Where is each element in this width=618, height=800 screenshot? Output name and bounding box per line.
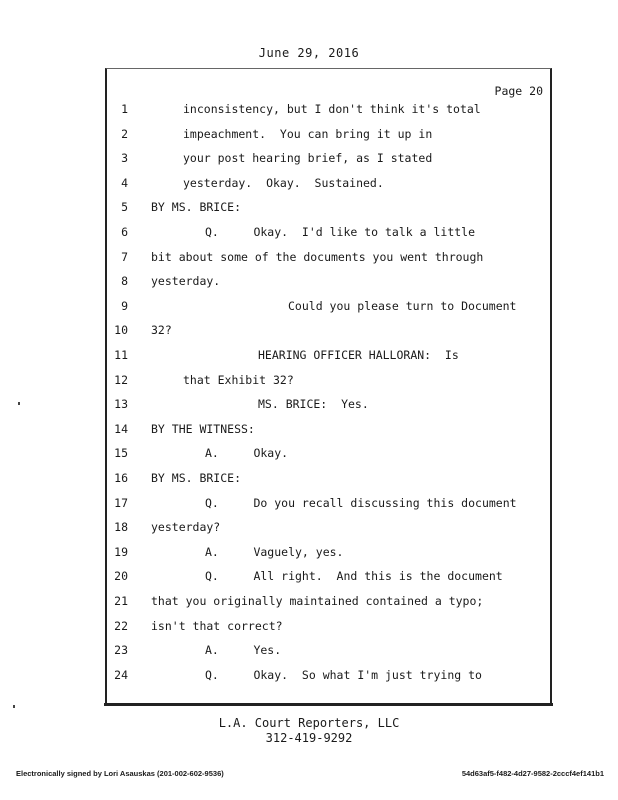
line-text: that Exhibit 32? bbox=[183, 372, 294, 387]
line-text: yesterday. Okay. Sustained. bbox=[183, 175, 384, 190]
transcript-line bbox=[0, 176, 618, 196]
line-text: Q. Okay. So what I'm just trying to bbox=[205, 667, 482, 682]
transcript-line bbox=[0, 422, 618, 442]
transcript-line bbox=[0, 668, 618, 688]
line-text: yesterday? bbox=[151, 520, 221, 535]
line-text: Could you please turn to Document bbox=[288, 298, 517, 313]
transcript-line bbox=[0, 373, 618, 393]
line-text: 32? bbox=[151, 323, 172, 338]
line-text: Q. Do you recall discussing this document bbox=[205, 495, 517, 510]
line-text: impeachment. You can bring it up in bbox=[183, 126, 433, 141]
line-number: 11 bbox=[114, 348, 128, 362]
line-number: 22 bbox=[114, 618, 128, 633]
line-text: HEARING OFFICER HALLORAN: Is bbox=[258, 348, 459, 362]
line-number: 7 bbox=[121, 249, 128, 264]
page-number: Page 20 bbox=[494, 84, 543, 98]
transcript-line bbox=[0, 299, 618, 319]
line-text: that you originally maintained contained a typo; bbox=[151, 594, 484, 608]
transcript-line bbox=[0, 496, 618, 516]
transcript-line bbox=[0, 619, 618, 639]
line-text: BY MS. BRICE: bbox=[151, 200, 242, 215]
line-number: 15 bbox=[114, 446, 128, 461]
line-number: 13 bbox=[114, 397, 128, 412]
line-number: 1 bbox=[121, 102, 128, 116]
transcript-line bbox=[0, 323, 618, 343]
line-number: 12 bbox=[114, 372, 128, 387]
scan-speck bbox=[18, 402, 20, 405]
line-number: 3 bbox=[121, 151, 128, 166]
transcript-line bbox=[0, 102, 618, 122]
line-number: 4 bbox=[121, 175, 128, 190]
transcript-line bbox=[0, 594, 618, 614]
transcript-line bbox=[0, 446, 618, 466]
line-number: 20 bbox=[114, 569, 128, 584]
line-number: 21 bbox=[114, 594, 128, 608]
line-number: 10 bbox=[114, 323, 128, 338]
line-text: yesterday. bbox=[151, 274, 221, 289]
document-id: 54d63af5-f482-4d27-9582-2cccf4ef141b1 bbox=[461, 769, 604, 778]
line-number: 9 bbox=[121, 298, 128, 313]
electronic-signature-note: Electronically signed by Lori Asauskas (201-002-602-9536) bbox=[16, 769, 224, 778]
line-number: 17 bbox=[114, 495, 128, 510]
line-number: 5 bbox=[121, 200, 128, 215]
scan-speck bbox=[13, 705, 15, 708]
line-number: 2 bbox=[121, 126, 128, 141]
transcript-line bbox=[0, 151, 618, 171]
line-number: 24 bbox=[114, 667, 128, 682]
line-number: 8 bbox=[121, 274, 128, 289]
transcript-line bbox=[0, 250, 618, 270]
line-text: BY THE WITNESS: bbox=[151, 421, 255, 436]
transcript-line bbox=[0, 397, 618, 417]
transcript-line bbox=[0, 520, 618, 540]
reporter-company: L.A. Court Reporters, LLC bbox=[218, 716, 400, 730]
transcript-line bbox=[0, 643, 618, 663]
deposition-date: June 29, 2016 bbox=[258, 46, 360, 60]
line-number: 23 bbox=[114, 643, 128, 658]
line-text: MS. BRICE: Yes. bbox=[258, 397, 369, 412]
line-number: 19 bbox=[114, 544, 128, 559]
transcript-line bbox=[0, 348, 618, 368]
line-text: BY MS. BRICE: bbox=[151, 471, 242, 485]
frame-bottom-rule bbox=[104, 703, 553, 706]
transcript-line bbox=[0, 274, 618, 294]
line-text: inconsistency, but I don't think it's total bbox=[183, 102, 481, 116]
transcript-line bbox=[0, 545, 618, 565]
line-text: your post hearing brief, as I stated bbox=[183, 151, 433, 166]
line-text: A. Yes. bbox=[205, 643, 282, 658]
line-number: 14 bbox=[114, 421, 128, 436]
line-number: 16 bbox=[114, 471, 128, 485]
line-text: A. Okay. bbox=[205, 446, 289, 461]
transcript-line bbox=[0, 225, 618, 245]
line-number: 18 bbox=[114, 520, 128, 535]
transcript-line bbox=[0, 127, 618, 147]
transcript-line bbox=[0, 200, 618, 220]
line-text: Q. All right. And this is the document bbox=[205, 569, 503, 584]
line-text: Q. Okay. I'd like to talk a little bbox=[205, 225, 476, 239]
line-text: bit about some of the documents you went through bbox=[151, 249, 484, 264]
line-text: isn't that correct? bbox=[151, 618, 283, 633]
reporter-phone: 312-419-9292 bbox=[265, 731, 353, 745]
transcript-line bbox=[0, 471, 618, 491]
line-text: A. Vaguely, yes. bbox=[205, 544, 344, 559]
line-number: 6 bbox=[121, 225, 128, 239]
transcript-line bbox=[0, 569, 618, 589]
